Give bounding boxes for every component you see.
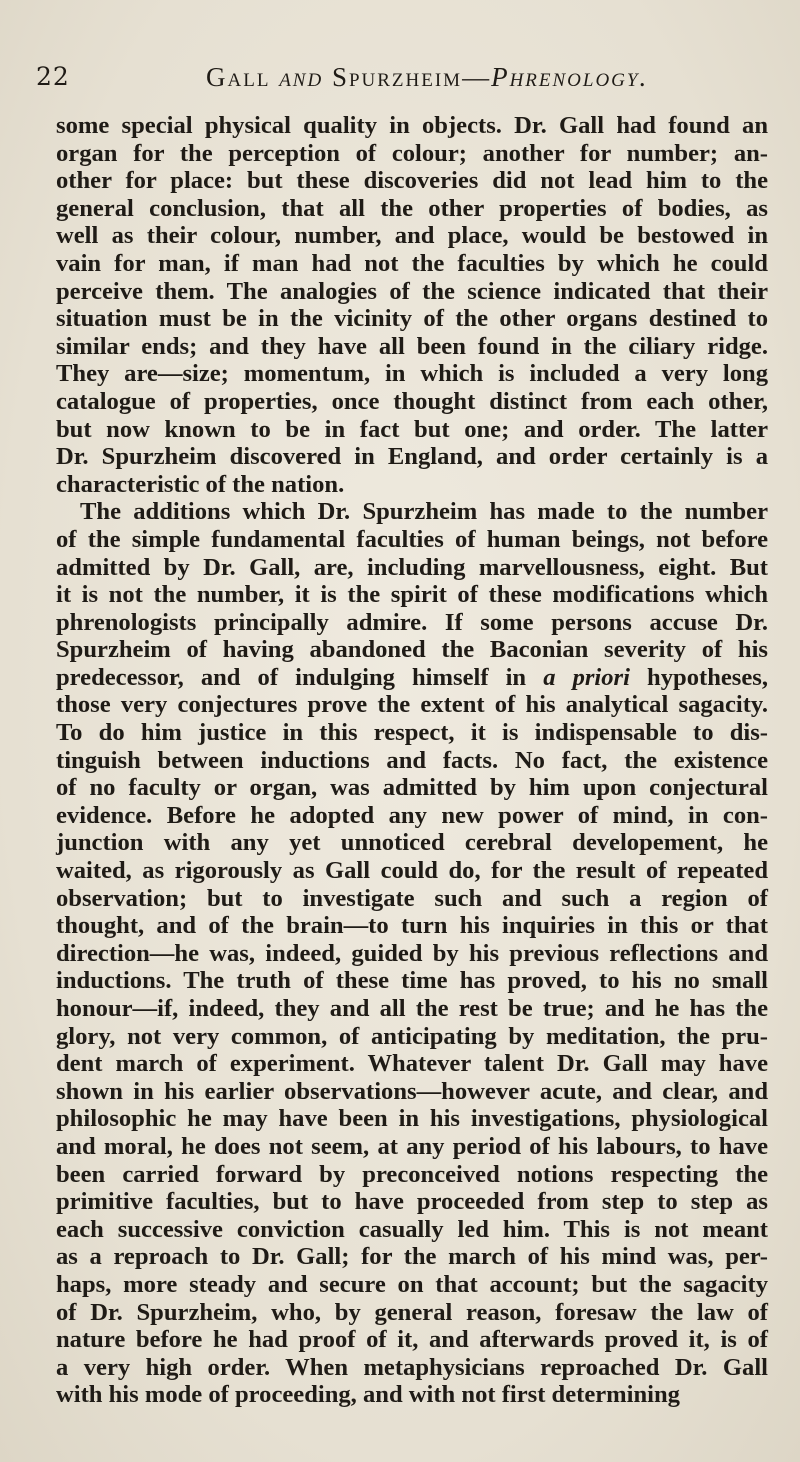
text-line: The additions which Dr. Spurzheim has made to the number [80,498,768,526]
text-line: junction with any yet unnoticed cerebral developement, he [56,829,768,857]
text-line: haps, more steady and secure on that account; but the sagacity [56,1270,768,1298]
text-line: a very high order. When metaphysicians reproached Dr. Gall [56,1353,768,1381]
text-line: well as their colour, number, and place, would be bestowed in [56,222,768,250]
running-head [36,62,740,102]
text-line: each successive conviction casually led him. This is not meant [56,1215,768,1243]
text-line: thought, and of the brain—to turn his inquiries in this or that [56,912,768,940]
text-line: philosophic he may have been in his investigations, physiological [56,1105,768,1133]
text-line: other for place: but these discoveries did not lead him to the [56,167,768,195]
text-line: vain for man, if man had not the faculties by which he could [56,249,768,277]
text-line: tinguish between inductions and facts. No fact, the existence [56,746,768,774]
running-title [206,62,648,93]
text-line: situation must be in the vicinity of the other organs destined to [56,305,768,333]
text-line: catalogue of properties, once thought distinct from each other, [56,387,768,415]
text-line: They are—size; momentum, in which is included a very long [56,360,768,388]
text-line: as a reproach to Dr. Gall; for the march of his mind was, per- [56,1243,768,1271]
page-number: 22 [36,62,70,91]
text-line: dent march of experiment. Whatever talent Dr. Gall may have [56,1050,768,1078]
body-text [56,112,768,1409]
text-line: similar ends; and they have all been found in the ciliary ridge. [56,332,768,360]
text-line: been carried forward by preconceived notions respecting the [56,1160,768,1188]
text-line: primitive faculties, but to have proceeded from step to step as [56,1188,768,1216]
text-line: of no faculty or organ, was admitted by him upon conjectural [56,774,768,802]
text-line: some special physical quality in objects. Dr. Gall had found an [56,112,768,139]
text-line: of Dr. Spurzheim, who, by general reason, foresaw the law of [56,1298,768,1326]
text-line: waited, as rigorously as Gall could do, for the result of repeated [56,857,768,885]
title-part-2: Spurzheim— [323,62,492,92]
text-line: Dr. Spurzheim discovered in England, and order certainly is a [56,443,768,471]
text-line: direction—he was, indeed, guided by his previous reflections and [56,939,768,967]
text-line: observation; but to investigate such and such a region of [56,884,768,912]
title-part-1: Gall [206,62,280,92]
text-line: evidence. Before he adopted any new power of mind, in con- [56,801,768,829]
text-line: To do him justice in this respect, it is indispensable to dis- [56,719,768,747]
text-line: glory, not very common, of anticipating by meditation, the pru- [56,1022,768,1050]
text-line: but now known to be in fact but one; and order. The latter [56,415,768,443]
title-and: and [279,62,324,92]
text-line: with his mode of proceeding, and with not first determining [56,1381,680,1409]
text-line: shown in his earlier observations—however acute, and clear, and [56,1077,768,1105]
text-line: inductions. The truth of these time has proved, to his no small [56,967,768,995]
text-line: general conclusion, that all the other properties of bodies, as [56,194,768,222]
text-line: it is not the number, it is the spirit of these modifications which [56,581,768,609]
text-line: perceive them. The analogies of the science indicated that their [56,277,768,305]
text-line: those very conjectures prove the extent of his analytical sagacity. [56,691,768,719]
text-line: organ for the perception of colour; another for number; an- [56,139,768,167]
text-line: Spurzheim of having abandoned the Baconian severity of his [56,636,768,664]
text-line: nature before he had proof of it, and afterwards proved it, is of [56,1326,768,1354]
text-line: predecessor, and of indulging himself in a priori hypotheses, [56,663,768,691]
text-line: of the simple fundamental faculties of human beings, not before [56,525,768,553]
title-phrenology: Phrenology. [491,62,649,92]
text-line: and moral, he does not seem, at any period of his labours, to have [56,1132,768,1160]
text-line: honour—if, indeed, they and all the rest be true; and he has the [56,995,768,1022]
text-line: admitted by Dr. Gall, are, including marvellousness, eight. But [56,553,768,581]
text-line: characteristic of the nation. [56,470,345,498]
text-line: phrenologists principally admire. If some persons accuse Dr. [56,608,768,636]
